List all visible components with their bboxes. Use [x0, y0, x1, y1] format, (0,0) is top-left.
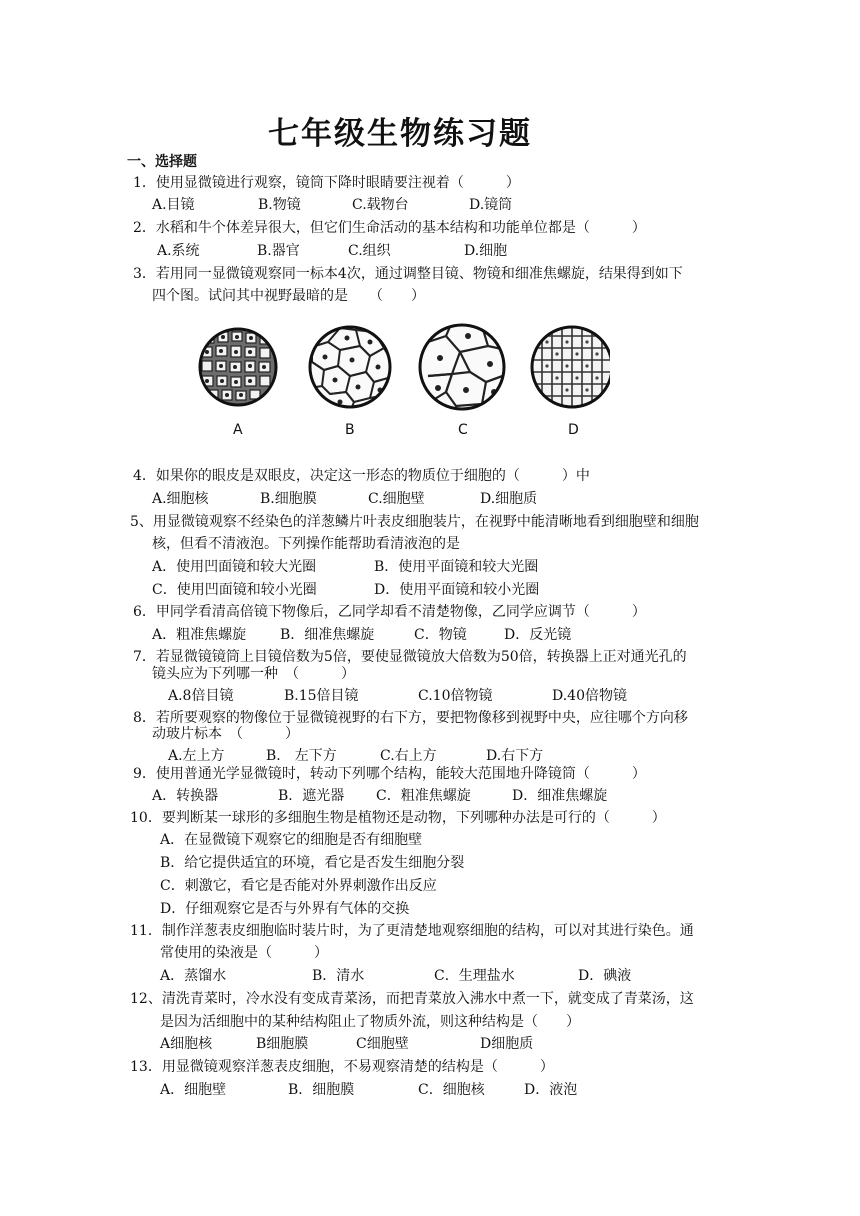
figure-label-d: D	[568, 422, 579, 438]
question-8-options	[168, 746, 543, 766]
option-c[interactable]: C.载物台	[352, 197, 409, 213]
option-a[interactable]: A．细胞壁	[160, 1082, 227, 1098]
view-c-circle	[420, 322, 508, 409]
question-7-stem-line-1: 7．若显微镜镜筒上目镜倍数为5倍，要使显微镜放大倍数为50倍，转换器上正对通光孔的	[133, 649, 687, 665]
option-d[interactable]: D.右下方	[486, 748, 544, 764]
question-8-stem-line-2: 动玻片标本 （ ）	[152, 726, 299, 742]
question-9-stem: 9．使用普通光学显微镜时，转动下列哪个结构，能较大范围地升降镜筒（ ）	[133, 766, 646, 782]
option-a[interactable]: A.8倍目镜	[168, 688, 234, 704]
question-10-option-b[interactable]: B．给它提供适宜的环境，看它是否发生细胞分裂	[160, 855, 465, 871]
question-1-stem: 1．使用显微镜进行观察，镜筒下降时眼睛要注视着（ ）	[133, 175, 520, 191]
option-d[interactable]: D．使用平面镜和较小光圈	[374, 582, 540, 598]
option-c[interactable]: C.右上方	[380, 748, 437, 764]
option-d[interactable]: D.细胞质	[480, 491, 538, 507]
option-c[interactable]: C．使用凹面镜和较小光圈	[152, 582, 317, 598]
question-2-options	[157, 241, 507, 261]
microscope-views-figure	[190, 322, 610, 447]
option-a[interactable]: A.细胞核	[152, 491, 209, 507]
option-b[interactable]: B．清水	[312, 968, 365, 984]
question-4-options	[152, 489, 537, 509]
question-12-stem-line-2: 是因为活细胞中的某种结构阻止了物质外流，则这种结构是（ ）	[160, 1014, 580, 1030]
option-a[interactable]: A.左上方	[168, 748, 225, 764]
question-11-options	[160, 966, 631, 986]
question-10-option-a[interactable]: A．在显微镜下观察它的细胞是否有细胞壁	[160, 832, 423, 848]
option-a[interactable]: A．使用凹面镜和较大光圈	[152, 559, 317, 575]
view-a-circle	[200, 329, 276, 405]
option-b[interactable]: B.细胞膜	[260, 491, 317, 507]
option-b[interactable]: B.物镜	[258, 197, 301, 213]
page-title: 七年级生物练习题	[268, 116, 532, 152]
question-3-stem-line-2: 四个图。试问其中视野最暗的是 （ ）	[152, 288, 425, 304]
option-c[interactable]: C．物镜	[414, 627, 467, 643]
question-13-options	[160, 1080, 577, 1100]
question-10-option-c[interactable]: C．刺激它，看它是否能对外界刺激作出反应	[160, 878, 437, 894]
question-11-stem-line-2: 常使用的染液是（ ）	[160, 945, 328, 961]
question-5-stem-line-2: 核，但看不清液泡。下列操作能帮助看清液泡的是	[152, 536, 460, 552]
question-12-options	[160, 1034, 533, 1054]
option-b[interactable]: B．细准焦螺旋	[280, 627, 375, 643]
question-5-options-row-2	[152, 580, 539, 600]
option-d[interactable]: D.40倍物镜	[552, 688, 627, 704]
question-10-stem: 10．要判断某一球形的多细胞生物是植物还是动物，下列哪种办法是可行的（ ）	[130, 810, 666, 826]
figure-label-a: A	[233, 422, 243, 438]
option-d[interactable]: D.细胞	[464, 243, 508, 259]
question-10-option-d[interactable]: D．仔细观察它是否与外界有气体的交换	[160, 901, 410, 917]
section-heading: 一、选择题	[127, 154, 197, 170]
option-c[interactable]: C．粗准焦螺旋	[376, 788, 471, 804]
question-5-options-row-1	[152, 557, 538, 577]
question-9-options	[152, 786, 607, 806]
option-d[interactable]: D．反光镜	[504, 627, 572, 643]
question-12-stem-line-1: 12、清洗青菜时，冷水没有变成青菜汤，而把青菜放入沸水中煮一下，就变成了青菜汤，这	[130, 991, 694, 1007]
option-c[interactable]: C.10倍物镜	[418, 688, 493, 704]
option-c[interactable]: C．生理盐水	[434, 968, 515, 984]
option-d[interactable]: D．液泡	[524, 1082, 578, 1098]
option-b[interactable]: B．使用平面镜和较大光圈	[374, 559, 539, 575]
option-a[interactable]: A细胞核	[160, 1036, 213, 1052]
option-b[interactable]: B．遮光器	[278, 788, 345, 804]
option-d[interactable]: D．细准焦螺旋	[512, 788, 608, 804]
option-a[interactable]: A.目镜	[152, 197, 195, 213]
question-1-options	[152, 195, 512, 215]
question-2-stem: 2．水稻和牛个体差异很大，但它们生命活动的基本结构和功能单位都是（ ）	[133, 220, 646, 236]
option-b[interactable]: B细胞膜	[256, 1036, 309, 1052]
figure-label-c: C	[458, 422, 468, 438]
question-7-stem-line-2: 镜头应为下列哪一种 （ ）	[152, 666, 355, 682]
option-b[interactable]: B.器官	[257, 243, 300, 259]
option-d[interactable]: D．碘液	[578, 968, 632, 984]
question-8-stem-line-1: 8．若所要观察的物像位于显微镜视野的右下方，要把物像移到视野中央，应往哪个方向移	[133, 710, 688, 726]
question-6-stem: 6．甲同学看清高倍镜下物像后，乙同学却看不清楚物像，乙同学应调节（ ）	[133, 604, 646, 620]
option-d[interactable]: D.镜筒	[469, 197, 513, 213]
question-5-stem-line-1: 5、用显微镜观察不经染色的洋葱鳞片叶表皮细胞装片，在视野中能清晰地看到细胞壁和细胞	[130, 514, 699, 530]
question-7-options	[168, 686, 627, 706]
question-11-stem-line-1: 11．制作洋葱表皮细胞临时装片时，为了更清楚地观察细胞的结构，可以对其进行染色。通	[130, 923, 694, 939]
option-c[interactable]: C．细胞核	[418, 1082, 485, 1098]
option-b[interactable]: B．细胞膜	[288, 1082, 355, 1098]
option-a[interactable]: A．蒸馏水	[160, 968, 227, 984]
option-c[interactable]: C.细胞壁	[368, 491, 425, 507]
option-b[interactable]: B. 左下方	[266, 748, 337, 764]
option-a[interactable]: A.系统	[157, 243, 200, 259]
view-d-circle	[532, 326, 610, 408]
option-a[interactable]: A．粗准焦螺旋	[152, 627, 247, 643]
option-d[interactable]: D细胞质	[480, 1036, 534, 1052]
question-13-stem: 13．用显微镜观察洋葱表皮细胞，不易观察清楚的结构是（ ）	[130, 1059, 554, 1075]
question-6-options	[152, 625, 571, 645]
view-b-circle	[310, 327, 392, 412]
option-a[interactable]: A．转换器	[152, 788, 219, 804]
option-c[interactable]: C.组织	[348, 243, 391, 259]
question-4-stem: 4．如果你的眼皮是双眼皮，决定这一形态的物质位于细胞的（ ）中	[133, 468, 590, 484]
option-c[interactable]: C细胞壁	[356, 1036, 409, 1052]
question-3-stem-line-1: 3．若用同一显微镜观察同一标本4次，通过调整目镜、物镜和细准焦螺旋，结果得到如下	[133, 266, 683, 282]
option-b[interactable]: B.15倍目镜	[284, 688, 359, 704]
figure-label-b: B	[345, 422, 355, 438]
